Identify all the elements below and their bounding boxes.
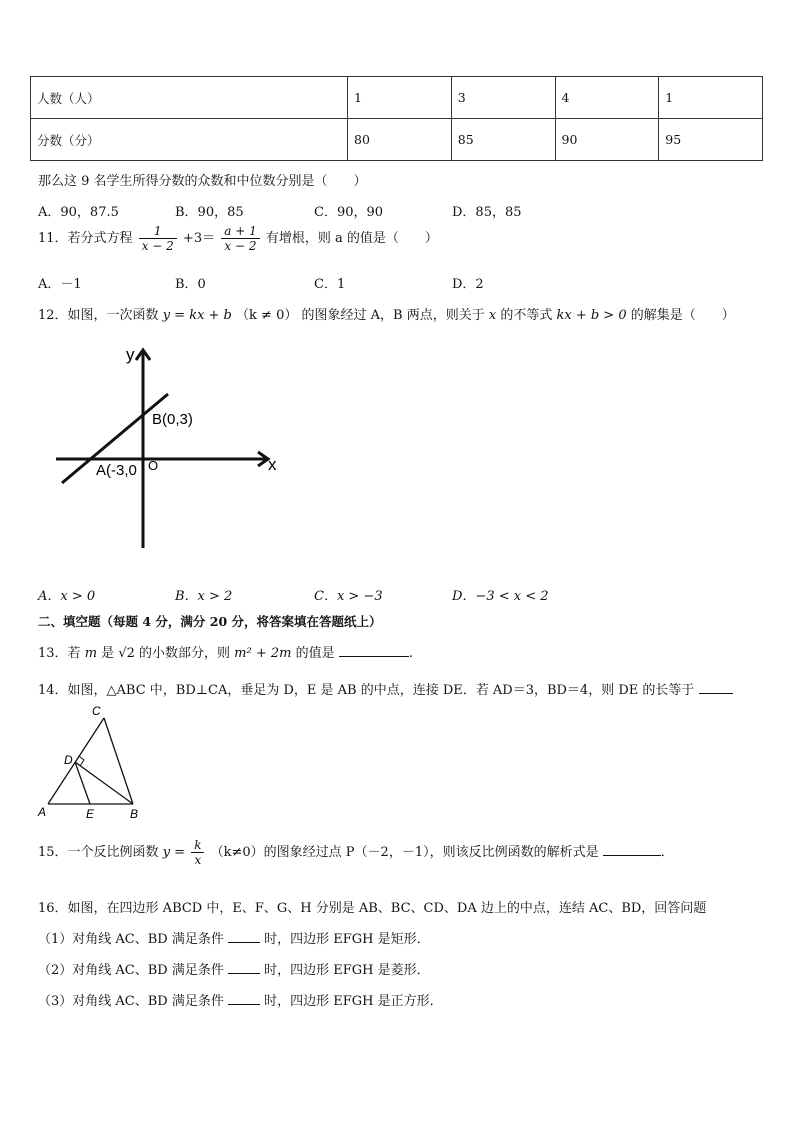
q10-option-d: D．85，85 bbox=[452, 205, 522, 220]
q11-suffix: 有增根，则 a 的值是（ ） bbox=[265, 231, 438, 246]
q12-function: y = kx + b bbox=[162, 308, 232, 323]
q15-fraction-numerator: k bbox=[194, 838, 202, 852]
q12-stem bbox=[38, 304, 735, 323]
q14-text: 14．如图，△ABC 中，BD⊥CA，垂足为 D，E 是 AB 的中点，连接 DE．若 AD＝3，BD＝4，则 DE 的长等于 bbox=[38, 683, 695, 698]
table-row-header: 人数（人） bbox=[31, 77, 348, 119]
q13-suffix: 的值是 bbox=[295, 646, 335, 661]
q13-mid: 是 bbox=[101, 646, 115, 661]
q16-sub-1-text-b: 时，四边形 EFGH 是矩形． bbox=[264, 932, 430, 947]
q11-option-a: A．－1 bbox=[38, 277, 82, 292]
side-cb bbox=[104, 718, 133, 804]
q15-suffix: （k≠0）的图象经过点 P（－2，－1），则该反比例函数的解析式是 bbox=[210, 845, 599, 860]
q14-answer-blank[interactable] bbox=[699, 682, 733, 694]
q16-sub-2 bbox=[38, 959, 430, 978]
q16-stem: 16．如图，在四边形 ABCD 中，E、F、G、H 分别是 AB、BC、CD、DA 边上的中点，连结 AC、BD，回答问题 bbox=[38, 901, 707, 916]
q12-option-b: B．x > 2 bbox=[175, 589, 233, 604]
q16-sub-2-text-a: （2）对角线 AC、BD 满足条件 bbox=[38, 963, 224, 978]
right-angle-mark bbox=[79, 756, 84, 766]
q11-fraction-2-denominator: x − 2 bbox=[221, 238, 259, 253]
q15-stem: 15．一个反比例函数 y = $\frac{k}{x}$ （k≠0）的图象经过点 P（－2，－1），则该反比例函数的解析式是 ． bbox=[38, 838, 674, 867]
q13-stem: 13．若 m 是 √2 的小数部分，则 m² + 2m 的值是 . bbox=[38, 646, 413, 661]
vertex-d-label: D bbox=[64, 753, 73, 767]
table-cell: 1 bbox=[659, 77, 763, 119]
q16-sub-1 bbox=[38, 928, 430, 947]
point-a-label: A(-3,0 bbox=[96, 462, 137, 479]
side-ac bbox=[48, 718, 104, 804]
section-2-title: 二、填空题（每题 4 分，满分 20 分，将答案填在答题纸上） bbox=[38, 614, 382, 629]
q14-stem bbox=[38, 679, 733, 698]
q11-fraction-1 bbox=[139, 224, 177, 253]
q13-variable: m bbox=[84, 646, 98, 661]
q12-option-d: D．−3 < x < 2 bbox=[452, 589, 549, 604]
vertex-b-label: B bbox=[130, 807, 139, 821]
segment-de bbox=[75, 762, 90, 804]
q13-sqrt: √2 bbox=[118, 646, 135, 661]
q12-inequality: kx + b > 0 bbox=[556, 308, 627, 323]
q10-option-c: C．90，90 bbox=[314, 205, 384, 220]
q13-mid2: 的小数部分，则 bbox=[139, 646, 231, 661]
q16-sub-2-answer-blank[interactable] bbox=[228, 962, 260, 974]
q12-option-c: C．x > −3 bbox=[314, 589, 383, 604]
q12-condition: （k ≠ 0） bbox=[236, 308, 298, 323]
vertex-a-label: A bbox=[38, 805, 47, 819]
point-b-label: B(0,3) bbox=[152, 411, 193, 428]
q13-answer-blank[interactable] bbox=[339, 645, 409, 657]
q11-prefix: 11．若分式方程 bbox=[38, 231, 133, 246]
table-cell: 3 bbox=[451, 77, 555, 119]
q15-fraction bbox=[191, 838, 204, 867]
q13-expression: m² + 2m bbox=[234, 646, 292, 661]
q15-y: y = bbox=[162, 845, 186, 860]
q16-sub-3 bbox=[38, 990, 443, 1009]
q15-answer-blank[interactable] bbox=[603, 844, 661, 856]
q11-option-c: C．1 bbox=[314, 277, 346, 292]
q12-graph bbox=[40, 338, 300, 558]
vertex-c-label: C bbox=[92, 704, 101, 718]
q11-mid: +3＝ bbox=[182, 231, 216, 246]
x-axis-label: x bbox=[268, 455, 277, 474]
q16-sub-1-text-a: （1）对角线 AC、BD 满足条件 bbox=[38, 932, 224, 947]
table-cell: 1 bbox=[348, 77, 452, 119]
q12-option-a: A．x > 0 bbox=[38, 589, 96, 604]
table-row-header: 分数（分） bbox=[31, 119, 348, 161]
table-cell: 95 bbox=[659, 119, 763, 161]
q14-triangle-figure bbox=[34, 702, 154, 824]
table-cell: 4 bbox=[555, 77, 659, 119]
table-cell: 90 bbox=[555, 119, 659, 161]
q10-option-a: A．90，87.5 bbox=[38, 205, 119, 220]
q12-mid: 的图象经过 A，B 两点，则关于 bbox=[301, 308, 485, 323]
table-cell: 80 bbox=[348, 119, 452, 161]
q16-sub-3-text-b: 时，四边形 EFGH 是正方形． bbox=[264, 994, 443, 1009]
table-row bbox=[31, 77, 763, 119]
origin-label: O bbox=[148, 458, 159, 473]
q13-prefix: 13．若 bbox=[38, 646, 81, 661]
q10-stem: 那么这 9 名学生所得分数的众数和中位数分别是（ ） bbox=[38, 174, 367, 189]
q11-fraction-1-numerator: 1 bbox=[153, 224, 162, 238]
q16-sub-3-answer-blank[interactable] bbox=[228, 993, 260, 1005]
q11-fraction-2 bbox=[221, 224, 259, 253]
vertex-e-label: E bbox=[86, 807, 95, 821]
q10-option-b: B．90，85 bbox=[175, 205, 244, 220]
table-row bbox=[31, 119, 763, 161]
q16-sub-2-text-b: 时，四边形 EFGH 是菱形． bbox=[264, 963, 430, 978]
q15-fraction-denominator: x bbox=[191, 852, 204, 867]
q15-prefix: 15．一个反比例函数 bbox=[38, 845, 159, 860]
q16-sub-1-answer-blank[interactable] bbox=[228, 931, 260, 943]
q11-fraction-2-numerator: a + 1 bbox=[224, 224, 257, 238]
score-table bbox=[30, 76, 763, 161]
q11-fraction-1-denominator: x − 2 bbox=[139, 238, 177, 253]
q16-sub-3-text-a: （3）对角线 AC、BD 满足条件 bbox=[38, 994, 224, 1009]
q12-mid2: 的不等式 bbox=[500, 308, 553, 323]
q11-option-b: B．0 bbox=[175, 277, 206, 292]
q11-stem bbox=[38, 224, 438, 253]
q12-prefix: 12．如图，一次函数 bbox=[38, 308, 159, 323]
q11-option-d: D．2 bbox=[452, 277, 484, 292]
y-axis-label: y bbox=[126, 345, 135, 364]
table-cell: 85 bbox=[451, 119, 555, 161]
q12-suffix: 的解集是（ ） bbox=[630, 308, 735, 323]
q12-variable: x bbox=[488, 308, 497, 323]
segment-bd bbox=[75, 762, 133, 804]
